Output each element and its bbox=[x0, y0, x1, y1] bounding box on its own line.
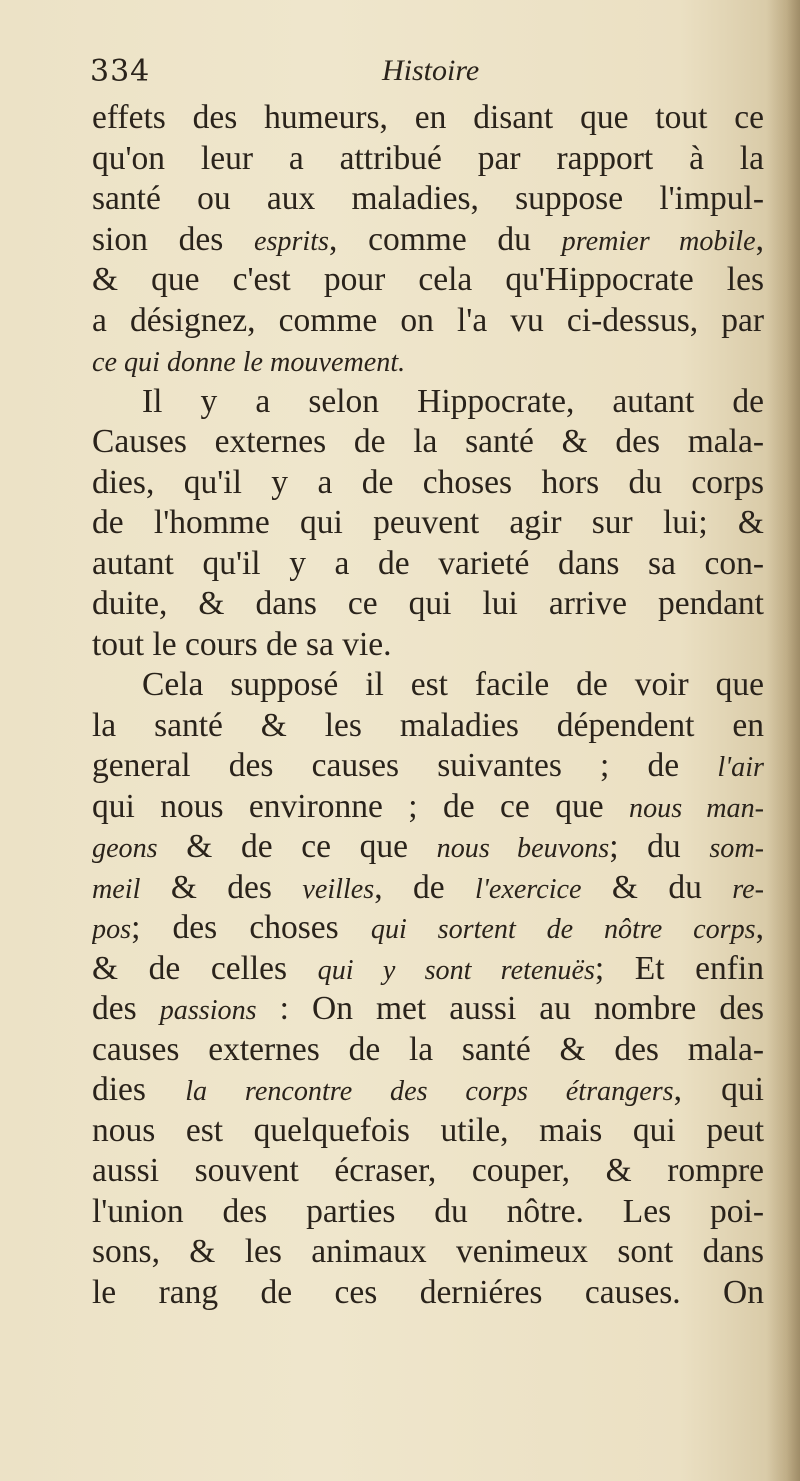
italic-text: esprits bbox=[253, 225, 329, 257]
text-line bbox=[92, 1151, 764, 1192]
italic-text: l'exercice bbox=[475, 873, 582, 905]
text-run: , bbox=[755, 909, 764, 946]
paragraph bbox=[92, 98, 764, 382]
text-run: ; du bbox=[609, 828, 710, 865]
text-line bbox=[92, 665, 764, 706]
italic-text: meil bbox=[92, 873, 141, 905]
text-run: tout le cours de sa vie. bbox=[92, 625, 392, 663]
text-run: a désignez, comme on l'a vu ci-dessus, par bbox=[92, 301, 764, 339]
text-line bbox=[92, 341, 764, 382]
italic-text: geons bbox=[92, 833, 158, 864]
text-run: Cela supposé il est facile de voir que bbox=[142, 666, 764, 703]
text-line bbox=[92, 625, 764, 666]
italic-text: qui y sont retenuës bbox=[317, 954, 595, 986]
text-run: & que c'est pour cela qu'Hippocrate les bbox=[92, 261, 764, 298]
text-line bbox=[92, 989, 764, 1030]
text-run: , bbox=[755, 220, 764, 258]
text-run: & de ce que bbox=[157, 828, 437, 865]
text-run: effets des humeurs, en disant que tout ce bbox=[92, 99, 764, 136]
text-line bbox=[92, 584, 764, 625]
text-line bbox=[92, 868, 764, 909]
text-line bbox=[92, 139, 764, 180]
text-run: des bbox=[92, 990, 160, 1027]
italic-text: ce qui donne le mouvement. bbox=[92, 347, 406, 378]
text-line bbox=[92, 544, 764, 585]
text-run: santé ou aux maladies, suppose l'impul- bbox=[92, 180, 764, 217]
text-line bbox=[92, 260, 764, 301]
text-run: , qui bbox=[673, 1071, 764, 1108]
text-line bbox=[92, 422, 764, 463]
running-head: Histoire bbox=[382, 54, 480, 87]
page-body bbox=[92, 98, 764, 1313]
text-run: & du bbox=[581, 868, 733, 906]
text-run: sons, & les animaux venimeux sont dans bbox=[92, 1233, 764, 1270]
text-run: Il y a selon Hippocrate, autant de bbox=[142, 382, 764, 420]
text-line bbox=[92, 1232, 764, 1273]
italic-text: l'air bbox=[717, 752, 764, 783]
text-run: : On met aussi au nombre des bbox=[256, 990, 764, 1027]
text-run: nous est quelquefois utile, mais qui peut bbox=[92, 1111, 764, 1149]
text-run: qu'on leur a attribué par rapport à la bbox=[92, 139, 764, 177]
text-line bbox=[92, 463, 764, 504]
italic-text: la rencontre des corps étrangers bbox=[185, 1076, 674, 1107]
text-line bbox=[92, 746, 764, 787]
text-run: Causes externes de la santé & des mala- bbox=[92, 423, 764, 460]
text-line bbox=[92, 787, 764, 828]
text-run: la santé & les maladies dépendent en bbox=[92, 706, 764, 744]
text-line bbox=[92, 706, 764, 747]
text-run: dies, qu'il y a de choses hors du corps bbox=[92, 463, 764, 501]
text-line bbox=[92, 1111, 764, 1152]
text-run: causes externes de la santé & des mala- bbox=[92, 1030, 764, 1068]
text-line bbox=[92, 1192, 764, 1233]
text-run: de l'homme qui peuvent agir sur lui; & bbox=[92, 504, 764, 541]
text-run: & des bbox=[140, 868, 303, 906]
italic-text: re- bbox=[732, 873, 764, 905]
text-run: ; Et enfin bbox=[594, 949, 764, 987]
text-line bbox=[92, 908, 764, 949]
text-run: sion des bbox=[92, 220, 254, 258]
italic-text: som- bbox=[709, 833, 764, 864]
italic-text: nous man- bbox=[629, 792, 764, 824]
text-line bbox=[92, 1030, 764, 1071]
paragraph bbox=[92, 382, 764, 666]
text-line bbox=[92, 382, 764, 423]
text-run: , comme du bbox=[328, 220, 562, 258]
text-run: , de bbox=[374, 868, 476, 906]
text-line bbox=[92, 503, 764, 544]
text-line bbox=[92, 98, 764, 139]
text-run: l'union des parties du nôtre. Les poi- bbox=[92, 1192, 764, 1230]
text-line bbox=[92, 220, 764, 261]
text-line bbox=[92, 301, 764, 342]
page-number: 334 bbox=[90, 54, 151, 89]
text-run: duite, & dans ce qui lui arrive pendant bbox=[92, 585, 764, 622]
italic-text: passions bbox=[159, 995, 257, 1026]
text-line bbox=[92, 179, 764, 220]
page-edge-shadow bbox=[766, 0, 800, 1481]
text-run: qui nous environne ; de ce que bbox=[92, 787, 629, 825]
italic-text: pos bbox=[92, 914, 132, 945]
italic-text: nous beuvons bbox=[436, 833, 610, 864]
text-run: ; des choses bbox=[131, 909, 371, 946]
text-line bbox=[92, 1070, 764, 1111]
italic-text: qui sortent de nôtre corps bbox=[370, 914, 756, 945]
text-run: aussi souvent écraser, couper, & rompre bbox=[92, 1152, 764, 1189]
text-line bbox=[92, 827, 764, 868]
text-run: general des causes suivantes ; de bbox=[92, 747, 718, 784]
paragraph bbox=[92, 665, 764, 1313]
text-run: dies bbox=[92, 1071, 186, 1108]
text-run: autant qu'il y a de varieté dans sa con- bbox=[92, 544, 764, 582]
text-line bbox=[92, 1273, 764, 1314]
italic-text: premier mobile bbox=[561, 225, 756, 257]
text-run: le rang de ces derniéres causes. On bbox=[92, 1273, 764, 1311]
text-line bbox=[92, 949, 764, 990]
page-header bbox=[90, 54, 770, 94]
text-run: & de celles bbox=[92, 949, 318, 987]
italic-text: veilles bbox=[302, 873, 375, 905]
